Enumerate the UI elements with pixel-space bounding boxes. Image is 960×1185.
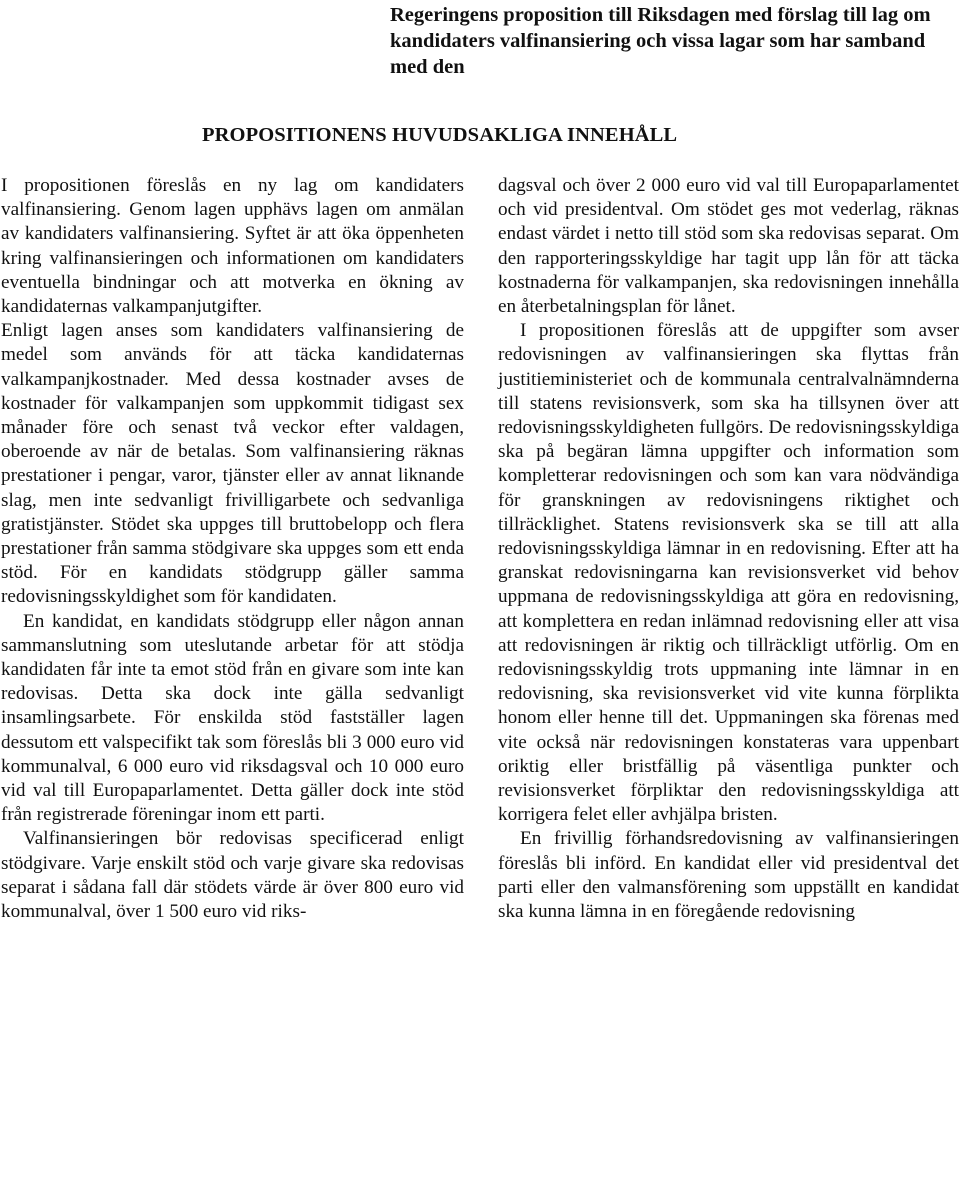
left-column <box>1 174 464 924</box>
paragraph: Valfinansieringen bör redovisas specificerad enligt stödgivare. Varje enskilt stöd och varje givare ska redovisas separat i sådana fall där stödets värde är över 800 euro vid kommunalval, över 1 500 euro vid riks- <box>1 828 464 923</box>
paragraph: En kandidat, en kandidats stödgrupp eller någon annan sammanslutning som uteslutande arbetar för att stödja kandidaten får inte ta emot stöd från en givare som inte kan redovisas. Detta ska dock inte gälla sedvanligt insamlingsarbete. För enskilda stöd fastställer lagen dessutom ett valspecifikt tak som föreslås bli 3 000 euro vid kommunalval, 6 000 euro vid riksdagsval och 10 000 euro vid val till Europaparlamentet. Detta gäller dock inte stöd från registrerade föreningar inom ett parti. <box>1 610 464 826</box>
right-column <box>498 174 959 924</box>
paragraph: Enligt lagen anses som kandidaters valfinansiering de medel som används för att täcka kandidaternas valkampanjkostnader. Med dessa kostnader avses de kostnader för valkampanjen som uppkommit tidigast sex månader före och senast två veckor efter valdagen, oberoende av när de betalas. Som valfinansiering räknas prestationer i pengar, varor, tjänster eller av annat liknande slag, men inte sedvanligt frivilligarbete och sedvanliga gratistjänster. Stödet ska uppges till bruttobelopp och flera prestationer från samma stödgivare ska uppges som ett enda stöd. För en kandidats stödgrupp gäller samma redovisningsskyldighet som för kandidaten. <box>1 320 464 608</box>
paragraph: I propositionen föreslås att de uppgifter som avser redovisningen av valfinansieringen ska flyttas från justitieministeriet och de kommunala centralvalnämnderna till statens revisionsverk, som ska ha tillsynen över att redovisningsskyldigheten fullgörs. De redovisningsskyldiga ska på begäran lämna uppgifter och information som kompletterar redovisningen och som kan vara nödvändiga för granskningen av redovisningens riktighet och tillräcklighet. Statens revisionsverk ska se till att alla redovisningsskyldiga lämnar in en redovisning. Efter att ha granskat redovisningarna kan revisionsverket vid behov uppmana de redovisningsskyldiga att göra en redovisning, att komplettera en redan inlämnad redovisning eller att visa att redovisningen är riktig och tillräckligt utförlig. Om en redovisningsskyldig trots uppmaning inte lämnar in en redovisning, ska revisionsverket vid vite kunna förplikta honom eller henne till det. Uppmaningen ska förenas med vite också när redovisningen konstateras vara uppenbart oriktig eller bristfällig på väsentliga punkter och revisionsverket förpliktar den redovisningsskyldiga att korrigera felet eller avhjälpa bristen. <box>498 320 959 826</box>
section-heading: PROPOSITIONENS HUVUDSAKLIGA INNEHÅLL <box>202 124 678 146</box>
paragraph: dagsval och över 2 000 euro vid val till Europaparlamentet och vid presidentval. Om stödet ges mot vederlag, räknas endast värdet i netto till stöd som ska redovisas separat. Om den rapporteringsskyldige har tagit upp lån för att täcka kostnaderna för valkampanjen, ska redovisningen innehålla en återbetalningsplan för lånet. <box>498 175 959 318</box>
document-title: Regeringens proposition till Riksdagen med förslag till lag om kandidaters valfinansiering och vissa lagar som har samband med den <box>390 4 931 78</box>
paragraph: I propositionen föreslås en ny lag om kandidaters valfinansiering. Genom lagen upphävs lagen om anmälan av kandidaters valfinansiering. Syftet är att öka öppenheten kring valfinansieringen och informationen om kandidaters eventuella bindningar och att motverka en ökning av kandidaternas valkampanjutgifter. <box>1 175 464 318</box>
paragraph: En frivillig förhandsredovisning av valfinansieringen föreslås bli införd. En kandidat eller vid presidentval det parti eller den valmansförening som uppställt en kandidat ska kunna lämna in en föregående redovisning <box>498 828 959 923</box>
